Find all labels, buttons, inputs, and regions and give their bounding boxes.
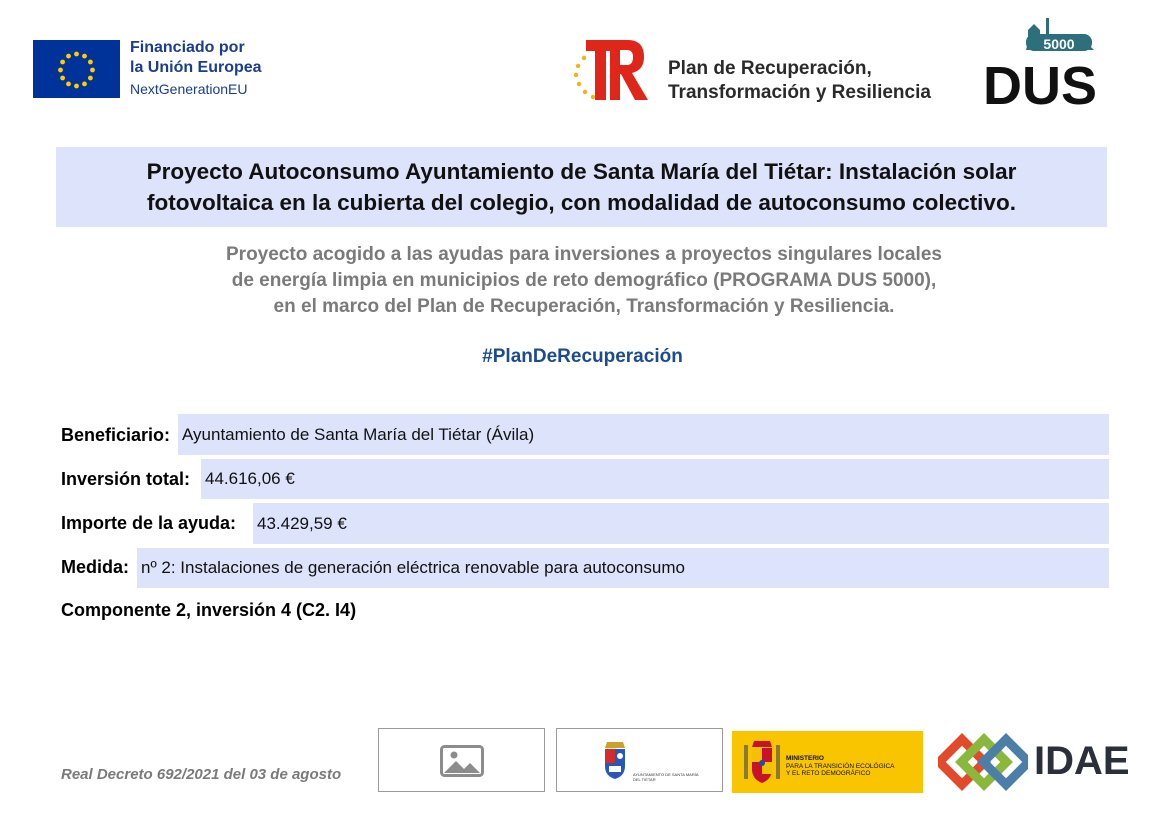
spain-coat-of-arms-icon: [740, 739, 784, 785]
real-decreto-text: Real Decreto 692/2021 del 03 de agosto: [61, 766, 342, 783]
idae-logo-icon: [938, 730, 1028, 794]
idae-wordmark: IDAE: [1034, 739, 1130, 783]
image-placeholder-icon: [440, 745, 484, 777]
importe-ayuda-label: Importe de la ayuda:: [61, 513, 237, 533]
prtr-line1: Plan de Recuperación,: [668, 58, 872, 79]
ayuntamiento-logo-frame: [556, 728, 723, 792]
intro-line3: en el marco del Plan de Recuperación, Transformación y Resiliencia.: [273, 296, 895, 317]
eu-funding-text: [130, 38, 262, 99]
dus-5000-logo: [976, 16, 1108, 108]
ministerio-text: [786, 755, 895, 778]
ministerio-line1: MINISTERIO: [786, 755, 824, 762]
prtr-logo-text: [668, 57, 931, 105]
medida-label: Medida:: [61, 557, 130, 577]
ayuntamiento-crest-icon: [601, 740, 629, 780]
inversion-total-label: Inversión total:: [61, 469, 191, 489]
intro-line2: de energía limpia en municipios de reto demográfico (PROGRAMA DUS 5000),: [231, 270, 937, 291]
eu-line1: Financiado por: [130, 39, 245, 56]
beneficiario-label: Beneficiario:: [61, 425, 171, 445]
dus-text: DUS: [982, 56, 1098, 108]
image-placeholder-frame: [378, 728, 545, 792]
project-title-box: [56, 147, 1107, 227]
intro-paragraph: [80, 242, 1088, 320]
eu-line3: NextGenerationEU: [130, 81, 248, 97]
eu-flag-icon: [33, 40, 120, 98]
ministerio-line2: PARA LA TRANSICIÓN ECOLÓGICA: [786, 762, 895, 770]
medida-value: nº 2: Instalaciones de generación eléctrica renovable para autoconsumo: [137, 548, 1109, 588]
tr-logo-icon: [572, 40, 652, 102]
beneficiario-value: Ayuntamiento de Santa María del Tiétar (Ávila): [178, 414, 1109, 455]
dus-badge: 5000: [1043, 36, 1075, 52]
eu-line2: la Unión Europea: [130, 59, 262, 76]
prtr-line2: Transformación y Resiliencia: [668, 82, 931, 103]
importe-ayuda-value: 43.429,59 €: [253, 503, 1109, 544]
ministerio-line3: Y EL RETO DEMOGRÁFICO: [786, 770, 871, 777]
hashtag: #PlanDeRecuperación: [482, 346, 683, 367]
intro-line1: Proyecto acogido a las ayudas para inversiones a proyectos singulares locales: [226, 244, 942, 265]
ayuntamiento-caption: AYUNTAMIENTO DE SANTA MARÍA DEL TIÉTAR: [633, 772, 699, 782]
inversion-total-value: 44.616,06 €: [201, 459, 1109, 499]
componente-text: Componente 2, inversión 4 (C2. I4): [61, 600, 357, 620]
project-title: Proyecto Autoconsumo Ayuntamiento de Santa María del Tiétar: Instalación solar fotovoltaica en la cubierta del colegio, con modalidad de autoconsumo colectivo.: [146, 159, 1017, 215]
